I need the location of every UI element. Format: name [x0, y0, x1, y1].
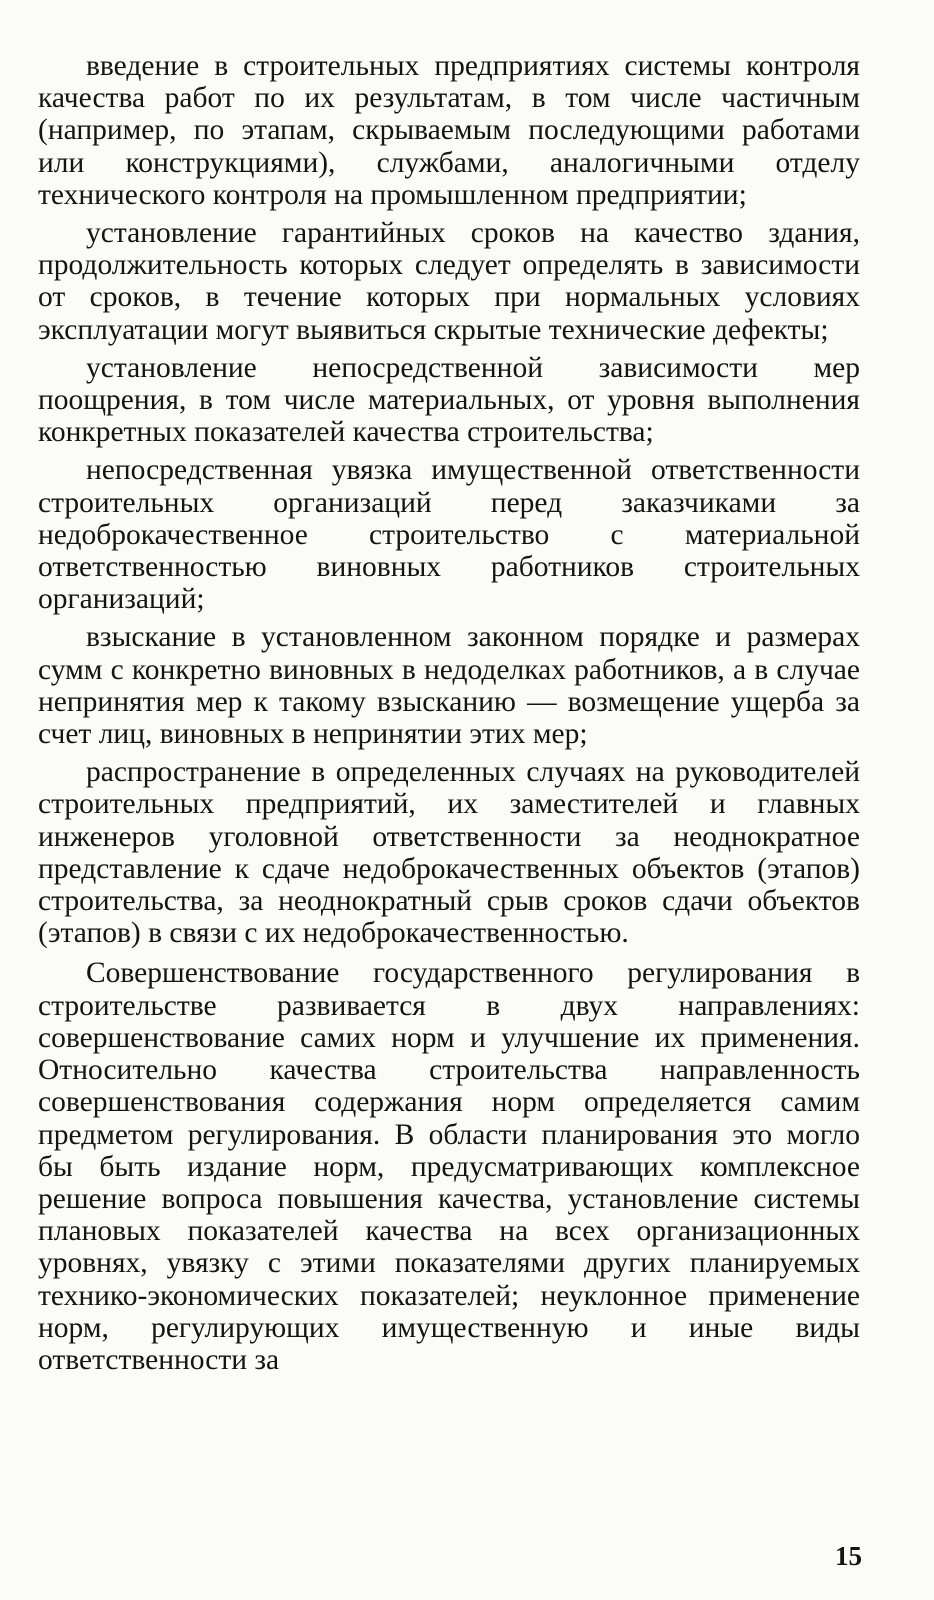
body-text [38, 50, 860, 1382]
paragraph-quality-control: введение в строительных предприятиях системы контроля качества работ по их результатам, в том числе частичным (например, по этапам, скрываемым последующими работами или конструкциями), службами, аналогичными отделу технического контроля на промышленном предприятии; [38, 50, 860, 211]
paragraph-criminal-liability: распространение в определенных случаях на руководителей строительных предприятий, их заместителей и главных инженеров уголовной ответственности за неоднократное представление к сдаче недоброкачественных объектов (этапов) строительства, за неоднократный срыв сроков сдачи объектов (этапов) в связи с их недоброкачественностью. [38, 756, 860, 950]
paragraph-incentives: установление непосредственной зависимости мер поощрения, в том числе материальных, от уровня выполнения конкретных показателей качества строительства; [38, 351, 860, 449]
paragraph-liability: непосредственная увязка имущественной ответственности строительных организаций перед заказчиками за недоброкачественное строительство с материальной ответственностью виновных работников строительных организаций; [38, 454, 860, 616]
page-number: 15 [835, 1541, 862, 1571]
paragraph-regulation: Совершенствование государственного регулирования в строительстве развивается в двух направлениях: совершенствование самих норм и улучшение их применения. Относительно качества строительства направленность совершенствования содержания норм определяется самим предметом регулирования. В области планирования это могло бы быть издание норм, предусматривающих комплексное решение вопроса повышения качества, установление системы плановых показателей качества на всех организационных уровнях, увязку с этими показателями других планируемых технико-экономических показателей; неуклонное применение норм, регулирующих имущественную и иные виды ответственности за [38, 957, 860, 1376]
paragraph-warranty-periods: установление гарантийных сроков на качество здания, продолжительность которых следует определять в зависимости от сроков, в течение которых при нормальных условиях эксплуатации могут выявиться скрытые технические дефекты; [38, 217, 860, 346]
paragraph-recovery: взыскание в установленном законном порядке и размерах сумм с конкретно виновных в недоделках работников, а в случае непринятия мер к такому взысканию — возмещение ущерба за счет лиц, виновных в непринятии этих мер; [38, 621, 860, 751]
